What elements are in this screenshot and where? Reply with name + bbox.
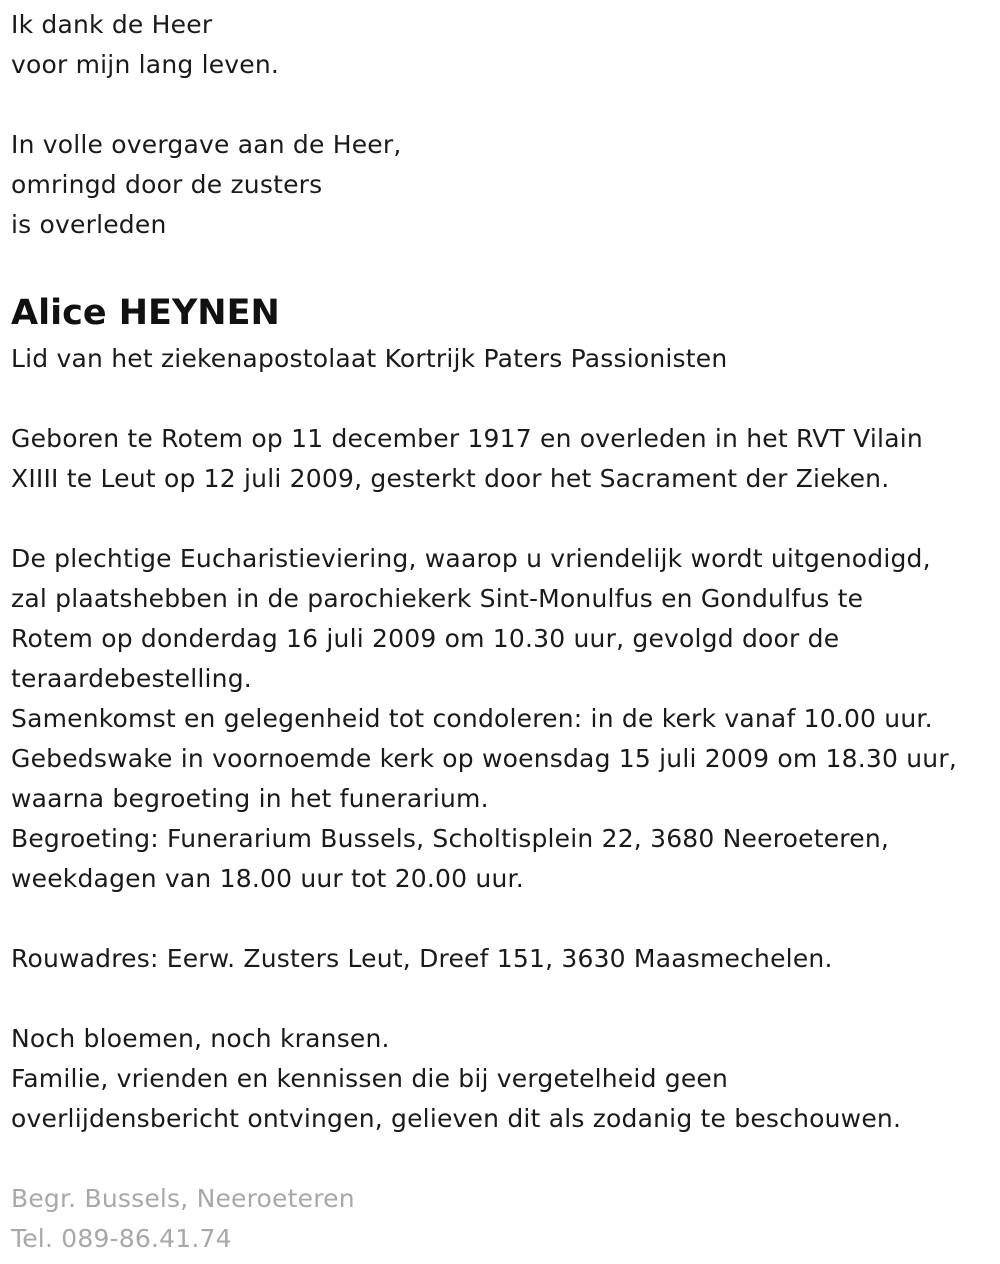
deceased-description: Lid van het ziekenapostolaat Kortrijk Paters Passionisten bbox=[11, 344, 728, 373]
intro-line: voor mijn lang leven. bbox=[11, 50, 280, 79]
announcement-line: is overleden bbox=[11, 210, 167, 239]
mourning-address: Rouwadres: Eerw. Zusters Leut, Dreef 151, 3630 Maasmechelen. bbox=[11, 944, 833, 973]
deceased-block bbox=[11, 287, 991, 379]
paragraph-line: waarna begroeting in het funerarium. bbox=[11, 784, 489, 813]
intro-verse bbox=[11, 5, 991, 85]
deceased-name: Alice HEYNEN bbox=[11, 293, 280, 333]
death-notice bbox=[11, 5, 991, 1259]
paragraph-line: Geboren te Rotem op 11 december 1917 en overleden in het RVT Vilain bbox=[11, 424, 923, 453]
paragraph-line: Samenkomst en gelegenheid tot condoleren: in de kerk vanaf 10.00 uur. bbox=[11, 704, 933, 733]
paragraph-line: weekdagen van 18.00 uur tot 20.00 uur. bbox=[11, 864, 524, 893]
paragraph-line: Familie, vrienden en kennissen die bij vergetelheid geen bbox=[11, 1064, 729, 1093]
paragraph-line: Rotem op donderdag 16 juli 2009 om 10.30 uur, gevolgd door de bbox=[11, 624, 840, 653]
ceremony-paragraph bbox=[11, 539, 991, 899]
announcement bbox=[11, 125, 991, 245]
undertaker-name: Begr. Bussels, Neeroeteren bbox=[11, 1184, 355, 1213]
undertaker-phone: Tel. 089-86.41.74 bbox=[11, 1224, 232, 1253]
announcement-line: In volle overgave aan de Heer, bbox=[11, 130, 402, 159]
paragraph-line: Begroeting: Funerarium Bussels, Scholtisplein 22, 3680 Neeroeteren, bbox=[11, 824, 890, 853]
intro-line: Ik dank de Heer bbox=[11, 10, 213, 39]
paragraph-line: teraardebestelling. bbox=[11, 664, 252, 693]
paragraph-line: De plechtige Eucharistieviering, waarop u vriendelijk wordt uitgenodigd, bbox=[11, 544, 931, 573]
paragraph-line: Noch bloemen, noch kransen. bbox=[11, 1024, 390, 1053]
birth-death-paragraph bbox=[11, 419, 991, 499]
paragraph-line: XIIII te Leut op 12 juli 2009, gesterkt door het Sacrament der Zieken. bbox=[11, 464, 890, 493]
paragraph-line: zal plaatshebben in de parochiekerk Sint-Monulfus en Gondulfus te bbox=[11, 584, 864, 613]
announcement-line: omringd door de zusters bbox=[11, 170, 323, 199]
closing-paragraph bbox=[11, 1019, 991, 1139]
undertaker-footer bbox=[11, 1179, 991, 1259]
paragraph-line: overlijdensbericht ontvingen, gelieven dit als zodanig te beschouwen. bbox=[11, 1104, 902, 1133]
paragraph-line: Gebedswake in voornoemde kerk op woensdag 15 juli 2009 om 18.30 uur, bbox=[11, 744, 957, 773]
